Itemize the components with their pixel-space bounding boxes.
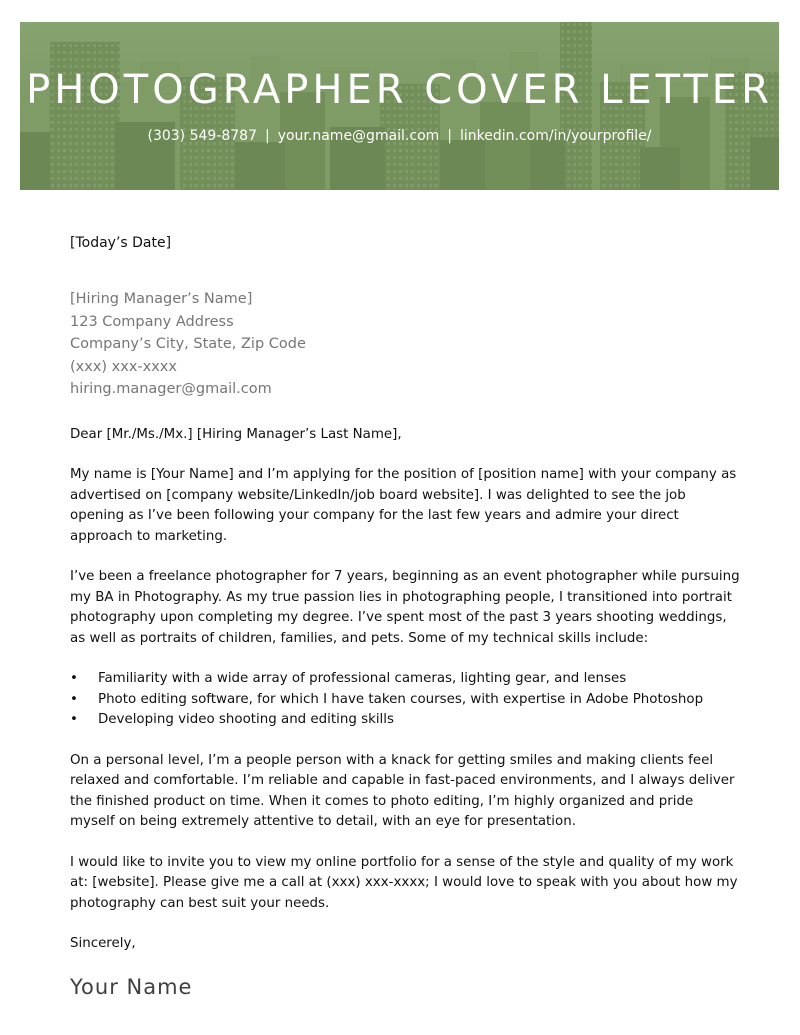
- recipient-name: [Hiring Manager’s Name]: [70, 291, 253, 307]
- contact-separator: |: [447, 128, 453, 144]
- recipient-address: 123 Company Address: [70, 313, 234, 330]
- contact-line: [20, 126, 779, 146]
- skill-text: Photo editing software, for which I have taken courses, with expertise in Adobe Photoshop: [98, 691, 704, 707]
- paragraph-introduction: My name is [Your Name] and I’m applying for the position of [position name] with your company as advertised on [company website/LinkedIn/job board website]. I was delighted to see the job opening as I’ve been following your company for the last few years and admire your direct approach to marketing.: [70, 467, 737, 544]
- recipient-phone: (xxx) xxx-xxxx: [70, 358, 177, 375]
- list-item: [70, 669, 740, 690]
- paragraph-call-to-action: I would like to invite you to view my online portfolio for a sense of the style and quality of my work at: [website]. Please give me a call at (xxx) xxx-xxxx; I would love to speak with you about how my photography can best suit your needs.: [70, 854, 738, 911]
- phone-number: (303) 549-8787: [147, 128, 257, 144]
- letter-body: [70, 232, 740, 1001]
- contact-separator: |: [264, 128, 270, 144]
- bullet-icon: •: [70, 671, 78, 686]
- salutation: Dear [Mr./Ms./Mx.] [Hiring Manager’s Last Name],: [70, 426, 402, 442]
- skill-text: Developing video shooting and editing skills: [98, 712, 394, 727]
- signature-name: Your Name: [70, 974, 193, 999]
- bullet-icon: •: [70, 712, 78, 727]
- list-item: [70, 710, 740, 731]
- closing: Sincerely,: [70, 936, 136, 951]
- skill-text: Familiarity with a wide array of professional cameras, lighting gear, and lenses: [98, 671, 627, 686]
- paragraph-experience: I’ve been a freelance photographer for 7 years, beginning as an event photographer while pursuing my BA in Photography. As my true passion lies in photographing people, I transitioned into portrait photography upon completing my degree. I’ve spent most of the past 3 years shooting weddings, as well as portraits of children, families, and pets. Some of my technical skills include:: [70, 569, 740, 646]
- recipient-city: Company’s City, State, Zip Code: [70, 336, 306, 352]
- linkedin-url: linkedin.com/in/yourprofile/: [460, 128, 652, 144]
- document-title: PHOTOGRAPHER COVER LETTER: [26, 67, 773, 113]
- letter-header: [20, 22, 779, 190]
- list-item: [70, 690, 740, 711]
- skills-list: [70, 669, 740, 731]
- recipient-email: hiring.manager@gmail.com: [70, 381, 272, 397]
- letter-date: [Today’s Date]: [70, 235, 172, 251]
- paragraph-personal: On a personal level, I’m a people person with a knack for getting smiles and making clients feel relaxed and comfortable. I’m reliable and capable in fast-paced environments, and I always deliver the finished product on time. When it comes to photo editing, I’m highly organized and pride myself on being extremely attentive to detail, with an eye for presentation.: [70, 752, 735, 829]
- recipient-block: [70, 288, 740, 401]
- bullet-icon: •: [70, 691, 78, 707]
- email-address: your.name@gmail.com: [277, 128, 440, 144]
